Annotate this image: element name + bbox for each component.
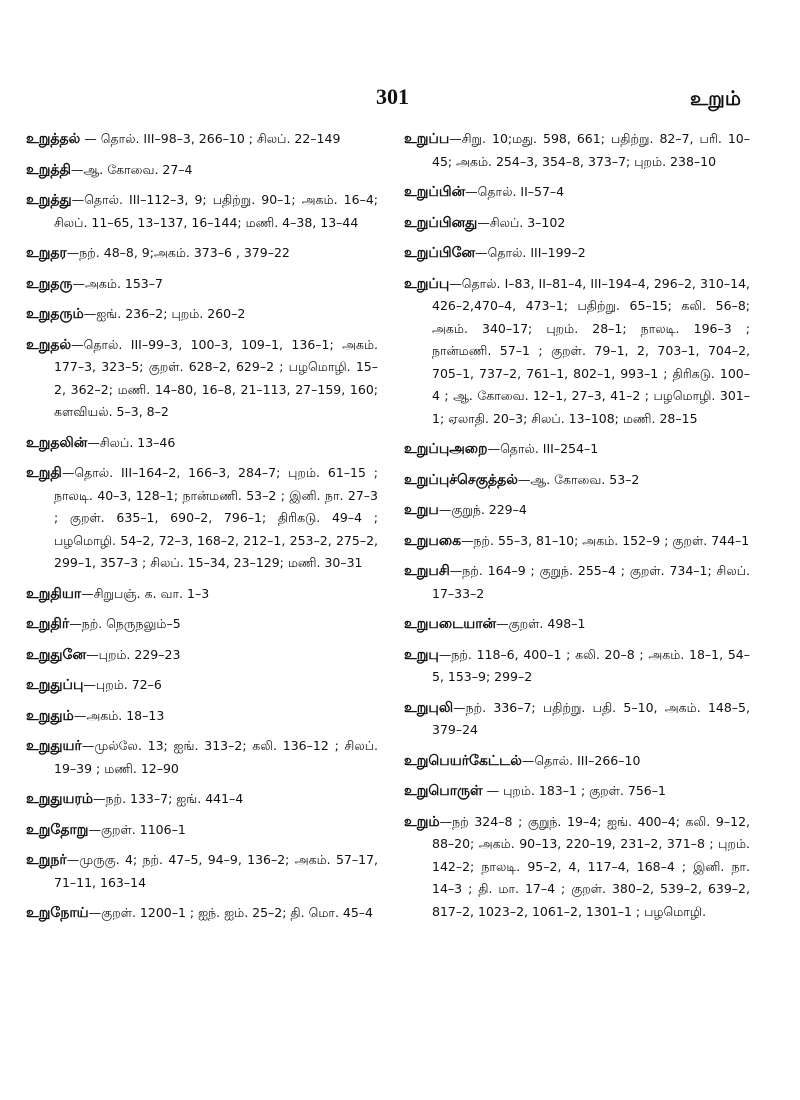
entry-headword: உறுதர xyxy=(26,245,67,261)
entry-references: —தொல். II–57–4 xyxy=(465,184,565,199)
entry-references: —தொல். III–199–2 xyxy=(475,245,586,260)
entry-headword: உறுப்பின் xyxy=(404,184,466,200)
entry-headword: உறுதோறு xyxy=(26,821,89,838)
entry-references: —ஆ. கோவை. 27–4 xyxy=(71,161,193,177)
index-entry xyxy=(26,735,378,780)
entry-headword: உறுதிர் xyxy=(26,616,70,632)
index-entry xyxy=(404,560,750,605)
entry-references: —சிலப். 13–46 xyxy=(87,434,176,450)
entry-headword: உறுபு xyxy=(404,646,439,663)
entry-references: —நற். 164–9 ; குறுந். 255–4 ; குறள். 734–1; சிலப். 17–33–2 xyxy=(432,563,750,601)
index-entry xyxy=(404,750,750,773)
entry-headword: உறுபகை xyxy=(404,532,462,549)
entry-headword: உறுப்பினே xyxy=(404,245,476,261)
entry-references: —முருகு. 4; நற். 47–5, 94–9, 136–2; அகம். 57–17, 71–11, 163–14 xyxy=(54,852,378,890)
entry-headword: உறுத்தல் xyxy=(26,131,81,147)
entry-references: —தொல். I–83, II–81–4, III–194–4, 296–2, 310–14, 426–2,470–4, 473–1; பதிற்று. 65–15; கலி. 56–8; அகம். 340–17; புறம். 28–1; நாலடி. 196–3 ; நான்மணி. 57–1 ; குறள். 79–1, 2, 703–1, 704–2, 705–1, 737–2, 761–1, 802–1, 993–1 ; திரிகடு. 100–4 ; ஆ. கோவை. 12–1, 27–3, 41–2 ; பழமொழி. 301–1; ஏலாதி. 20–3; சிலப். 13–108; மணி. 28–15 xyxy=(432,275,750,426)
index-entry xyxy=(404,273,750,431)
index-entry xyxy=(26,902,378,925)
entry-headword: உறுநர் xyxy=(26,852,67,868)
entry-references: —நற். 48–8, 9;அகம். 373–6 , 379–22 xyxy=(66,245,290,260)
entry-headword: உறுத்து xyxy=(26,192,72,208)
index-entry xyxy=(26,849,378,894)
entry-references: —சிறுபஞ். க. வா. 1–3 xyxy=(81,585,210,601)
entry-references: —குறள். 498–1 xyxy=(496,616,586,631)
index-entry xyxy=(26,189,378,234)
entry-headword: உறுப்பு xyxy=(404,275,450,292)
entry-references: —ஐங். 236–2; புறம். 260–2 xyxy=(83,306,246,321)
entry-headword: உறுத்தி xyxy=(26,161,71,178)
entry-references: —சிலப். 3–102 xyxy=(477,214,566,230)
entry-references: —தொல். III–254–1 xyxy=(487,441,599,456)
index-entry xyxy=(26,432,378,455)
entry-headword: உறுதும் xyxy=(26,707,74,724)
entry-references: —அகம். 153–7 xyxy=(72,275,163,291)
entry-headword: உறுபடையான் xyxy=(404,616,497,632)
entry-headword: உறுதுயர் xyxy=(26,738,82,754)
entry-headword: உறுதியா xyxy=(26,585,82,602)
index-entry xyxy=(404,438,750,461)
entry-headword: உறுதுப்பு xyxy=(26,677,84,693)
running-header-word: உறும் xyxy=(690,86,741,110)
index-entry xyxy=(404,811,750,924)
entry-references: —குறள். 1200–1 ; ஐந். ஐம். 25–2; தி. மொ. 45–4 xyxy=(88,905,373,920)
entry-references: —அகம். 18–13 xyxy=(73,707,165,723)
entry-references: —புறம். 72–6 xyxy=(83,677,162,692)
entry-references: —நற். 336–7; பதிற்று. பதி. 5–10, அகம். 148–5, 379–24 xyxy=(432,699,750,737)
entry-references: —நற். நெருநலும்–5 xyxy=(69,616,181,631)
entry-headword: உறுப xyxy=(404,502,439,518)
entry-references: —தொல். III–266–10 xyxy=(521,752,641,768)
entry-headword: உறுப்ப xyxy=(404,131,450,147)
index-entry xyxy=(26,819,378,842)
entry-references: —நற். 55–3, 81–10; அகம். 152–9 ; குறள். 744–1 xyxy=(461,532,750,548)
entry-headword: உறுநோய் xyxy=(26,905,89,921)
index-entry xyxy=(26,128,378,151)
index-entry xyxy=(404,499,750,522)
index-entry xyxy=(26,583,378,606)
entry-headword: உறுபொருள் xyxy=(404,783,483,799)
entry-references: —சிறு. 10;மது. 598, 661; பதிற்று. 82–7, பரி. 10–45; அகம். 254–3, 354–8, 373–7; புறம். 238–10 xyxy=(432,131,750,169)
index-entry xyxy=(404,181,750,204)
entry-headword: உறுதல் xyxy=(26,336,72,353)
index-entry xyxy=(404,128,750,173)
entry-references: —புறம். 229–23 xyxy=(86,646,181,662)
entry-headword: உறும் xyxy=(404,813,440,830)
index-entry xyxy=(404,469,750,492)
entry-headword: உறுப்புச்செகுத்தல் xyxy=(404,471,518,488)
index-entry xyxy=(404,780,750,803)
entry-headword: உறுதுயரம் xyxy=(26,791,94,807)
index-entry xyxy=(404,242,750,265)
entry-headword: உறுபெயர்கேட்டல் xyxy=(404,752,522,769)
entry-headword: உறுதரும் xyxy=(26,306,84,322)
left-column xyxy=(26,128,378,933)
index-entry xyxy=(26,788,378,811)
page-number: 301 xyxy=(376,84,409,109)
index-entry xyxy=(26,462,378,575)
entry-headword: உறுபசி xyxy=(404,563,450,579)
entry-references: —நற் 324–8 ; குறுந். 19–4; ஐங். 400–4; கலி. 9–12, 88–20; அகம். 90–13, 220–19, 231–2, 371–8 ; புறம். 142–2; நாலடி. 95–2, 4, 117–4, 168–4 ; இனி. நா. 14–3 ; தி. மா. 17–4 ; குறள். 380–2, 539–2, 639–2, 817–2, 1023–2, 1061–2, 1301–1 ; பழமொழி. xyxy=(432,813,750,919)
entry-headword: உறுதலின் xyxy=(26,434,88,451)
entry-references: —குறள். 1106–1 xyxy=(88,821,186,837)
entry-headword: உறுபுலி xyxy=(404,699,454,716)
index-entry xyxy=(26,159,378,182)
entry-headword: உறுதுனே xyxy=(26,646,87,663)
index-entry xyxy=(404,644,750,689)
entry-references: —நற். 118–6, 400–1 ; கலி. 20–8 ; அகம். 18–1, 54–5, 153–9; 299–2 xyxy=(432,646,750,684)
index-entry xyxy=(26,674,378,697)
index-entry xyxy=(26,303,378,326)
entry-headword: உறுதரு xyxy=(26,275,73,292)
index-entry xyxy=(26,273,378,296)
entry-references: —நற். 133–7; ஐங். 441–4 xyxy=(93,791,244,806)
index-entry xyxy=(26,242,378,265)
index-entry xyxy=(404,697,750,742)
entry-references: —தொல். III–164–2, 166–3, 284–7; புறம். 61–15 ; நாலடி. 40–3, 128–1; நான்மணி. 53–2 ; இனி. நா. 27–3 ; குறள். 635–1, 690–2, 796–1; திரிகடு. 49–4 ; பழமொழி. 54–2, 72–3, 168–2, 212–1, 253–2, 275–2, 299–1, 357–3 ; சிலப். 15–34, 23–129; மணி. 30–31 xyxy=(54,465,378,570)
right-column xyxy=(404,128,750,931)
index-entry xyxy=(404,530,750,553)
entry-references: — தொல். III–98–3, 266–10 ; சிலப். 22–149 xyxy=(80,131,341,146)
entry-headword: உறுதி xyxy=(26,465,62,481)
entry-references: —தொல். III–99–3, 100–3, 109–1, 136–1; அகம். 177–3, 323–5; குறள். 628–2, 629–2 ; பழமொழி. 15–2, 362–2; மணி. 14–80, 16–8, 21–113, 27–159, 160; களவியல். 5–3, 8–2 xyxy=(54,336,378,419)
entry-headword: உறுப்பினது xyxy=(404,214,478,231)
index-entry xyxy=(404,613,750,636)
index-entry xyxy=(404,212,750,235)
entry-headword: உறுப்புஅறை xyxy=(404,441,488,457)
index-entry xyxy=(26,644,378,667)
entry-references: —குறுந். 229–4 xyxy=(438,502,527,517)
index-entry xyxy=(26,334,378,424)
entry-references: —தொல். III–112–3, 9; பதிற்று. 90–1; அகம். 16–4; சிலப். 11–65, 13–137, 16–144; மணி. 4–38, 13–44 xyxy=(54,192,378,230)
index-entry xyxy=(26,705,378,728)
index-entry xyxy=(26,613,378,636)
entry-references: — புறம். 183–1 ; குறள். 756–1 xyxy=(482,783,666,798)
entry-references: —ஆ. கோவை. 53–2 xyxy=(517,471,640,487)
entry-references: —முல்லே. 13; ஐங். 313–2; கலி. 136–12 ; சிலப். 19–39 ; மணி. 12–90 xyxy=(54,738,378,776)
